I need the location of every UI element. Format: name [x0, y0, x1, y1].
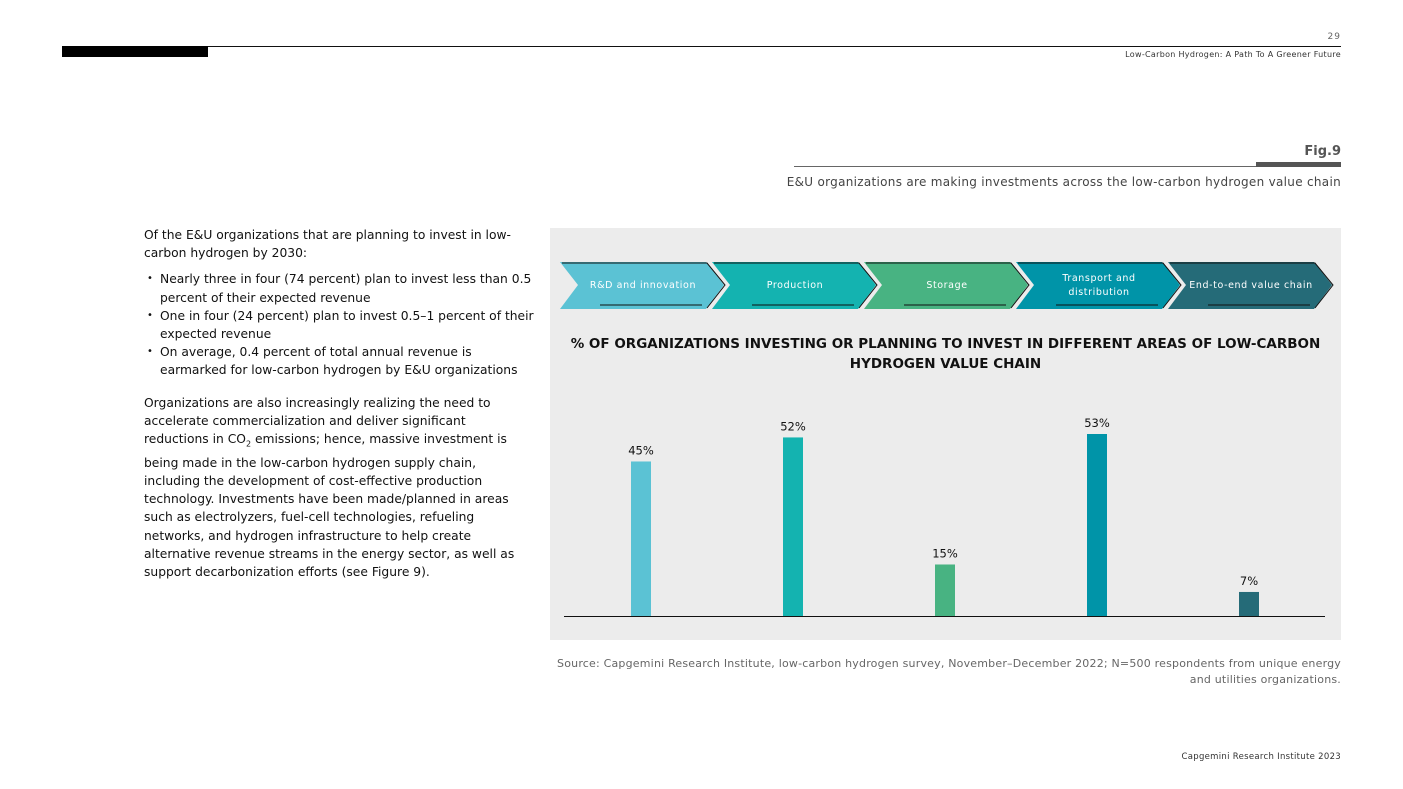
- figure-subtitle: E&U organizations are making investments across the low-carbon hydrogen value chain: [786, 175, 1341, 189]
- chevron-4: [1016, 262, 1182, 309]
- bar-4: [1087, 434, 1107, 616]
- bar-value-label: 53%: [1084, 416, 1110, 430]
- chevron-5: [1168, 262, 1334, 309]
- chevron-3: [864, 262, 1030, 309]
- bar-3: [935, 564, 955, 616]
- bar-1: [631, 461, 651, 616]
- bar-2: [783, 437, 803, 616]
- source-note: Source: Capgemini Research Institute, low-carbon hydrogen survey, November–December 2022; N=500 respondents from unique energy and utilities organizations.: [557, 657, 1341, 686]
- figure-label: Fig.9: [1304, 144, 1341, 159]
- bar-5: [1239, 592, 1259, 616]
- document-title: Low-Carbon Hydrogen: A Path To A Greener Future: [1125, 50, 1341, 59]
- bar-value-label: 15%: [932, 546, 958, 561]
- chevron-label: R&D and innovation: [589, 279, 697, 291]
- chevron-label: Transport and distribution: [1062, 272, 1136, 298]
- body-text: [144, 226, 534, 581]
- bar-value-label: 52%: [780, 419, 806, 434]
- chevron-label: Production: [766, 279, 824, 291]
- bar-value-label: 45%: [628, 443, 654, 458]
- chevron-label: End-to-end value chain: [1189, 279, 1313, 291]
- intro-paragraph: Of the E&U organizations that are planning to invest in low-carbon hydrogen by 2030:: [144, 228, 511, 261]
- page-number: 29: [1327, 32, 1341, 42]
- header-accent-bar: [62, 46, 208, 57]
- chevron-1: [560, 262, 726, 309]
- chevron-label: Storage: [926, 279, 968, 291]
- footer-credit: Capgemini Research Institute 2023: [1181, 752, 1341, 762]
- paragraph-text: Organizations are also increasingly realizing the need to accelerate commercialization and deliver significant reductions in CO: [144, 395, 491, 447]
- subscript: 2: [245, 439, 252, 449]
- chart-title: % OF ORGANIZATIONS INVESTING OR PLANNING TO INVEST IN DIFFERENT AREAS OF LOW-CARBON HYDROGEN VALUE CHAIN: [570, 336, 1321, 372]
- bullet-item: • Nearly three in four (74 percent) plan to invest less than 0.5 percent of their expected revenue: [144, 270, 534, 306]
- header-rule: [62, 46, 1341, 47]
- bar-chart: [550, 380, 1341, 630]
- bullet-item: • On average, 0.4 percent of total annual revenue is earmarked for low-carbon hydrogen by E&U organizations: [144, 343, 534, 379]
- bullet-item: • One in four (24 percent) plan to invest 0.5–1 percent of their expected revenue: [144, 307, 534, 343]
- bar-value-label: 7%: [1239, 573, 1259, 588]
- figure-accent-bar: [1256, 162, 1341, 167]
- chevron-2: [712, 262, 878, 309]
- body-paragraph: [144, 394, 534, 581]
- paragraph-text: emissions; hence, massive investment is being made in the low-carbon hydrogen supply chain, including the development of cost-effective production technology. Investments have been made/planned in areas such as electrolyzers, fuel-cell technologies, refueling networks, and hydrogen infrastructure to help create alternative revenue streams in the energy sector, as well as support decarbonization efforts (see Figure 9).: [144, 432, 515, 579]
- bullet-list: [144, 270, 534, 379]
